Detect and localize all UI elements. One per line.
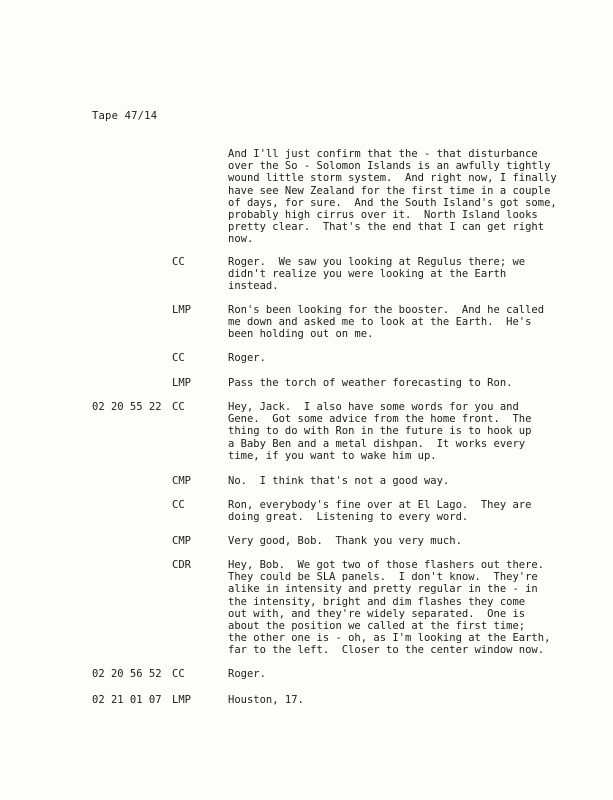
entry-text-line: pretty clear. That's the end that I can get right — [228, 221, 545, 234]
entry-text-line: Pass the torch of weather forecasting to Ron. — [228, 377, 513, 389]
entry-text — [228, 352, 568, 364]
entry-text-line: Houston, 17. — [228, 694, 304, 706]
entry-text-line: the other one is - oh, as I'm looking at the Earth, — [228, 632, 551, 645]
entry-text-line: wound little storm system. And right now, I finally — [228, 172, 557, 185]
entry-timestamp: 02 21 01 07 — [92, 694, 162, 706]
entry-text — [228, 559, 568, 657]
entry-speaker: LMP — [172, 694, 191, 706]
entry-text — [228, 475, 568, 487]
entry-speaker: CC — [172, 401, 185, 413]
entry-speaker: CC — [172, 499, 185, 511]
entry-text — [228, 148, 568, 246]
entry-speaker: CC — [172, 256, 185, 268]
entry-text-line: They could be SLA panels. I don't know. They're — [228, 571, 538, 584]
entry-text-line: Hey, Bob. We got two of those flashers out there. — [228, 559, 545, 571]
entry-text — [228, 304, 568, 341]
entry-text-line: about the position we called at the first time; — [228, 620, 526, 633]
entry-text-line: Ron's been looking for the booster. And he called — [228, 304, 545, 316]
entry-text-line: And I'll just confirm that the - that disturbance — [228, 148, 538, 160]
entry-text-line: time, if you want to wake him up. — [228, 449, 437, 462]
entry-text-line: Very good, Bob. Thank you very much. — [228, 535, 462, 547]
entry-text-line: have see New Zealand for the first time in a couple — [228, 184, 551, 197]
entry-text-line: Gene. Got some advice from the home front. The — [228, 413, 532, 426]
entry-text-line: out with, and they're widely separated. One is — [228, 607, 526, 620]
entry-text-line: Roger. — [228, 668, 266, 680]
entry-text-line: didn't realize you were looking at the Earth — [228, 268, 507, 281]
entry-text-line: been holding out on me. — [228, 328, 374, 341]
entry-speaker: CMP — [172, 535, 191, 547]
entry-text — [228, 535, 568, 547]
entry-text-line: instead. — [228, 280, 279, 293]
entry-text — [228, 668, 568, 680]
entry-timestamp: 02 20 55 22 — [92, 401, 162, 413]
entry-text-line: Hey, Jack. I also have some words for you and — [228, 401, 519, 413]
entry-text-line: Roger. We saw you looking at Regulus there; we — [228, 256, 526, 268]
entry-speaker: CMP — [172, 475, 191, 487]
entry-text — [228, 377, 568, 389]
entry-text-line: doing great. Listening to every word. — [228, 511, 469, 524]
entry-speaker: LMP — [172, 377, 191, 389]
entry-timestamp: 02 20 56 52 — [92, 668, 162, 680]
tape-header: Tape 47/14 — [92, 110, 158, 122]
entry-text — [228, 401, 568, 462]
entry-text — [228, 694, 568, 706]
entry-speaker: CC — [172, 352, 185, 364]
entry-speaker: LMP — [172, 304, 191, 316]
entry-speaker: CC — [172, 668, 185, 680]
entry-text-line: now. — [228, 233, 254, 246]
entry-text-line: alike in intensity and pretty regular in the - in — [228, 583, 538, 596]
entry-speaker: CDR — [172, 559, 191, 571]
entry-text-line: a Baby Ben and a metal dishpan. It works every — [228, 437, 526, 450]
entry-text-line: probably high cirrus over it. North Island looks — [228, 209, 538, 222]
entry-text-line: far to the left. Closer to the center window now. — [228, 644, 545, 657]
entry-text-line: Roger. — [228, 352, 266, 364]
entry-text-line: Ron, everybody's fine over at El Lago. They are — [228, 499, 532, 511]
entry-text-line: over the So - Solomon Islands is an awfully tightly — [228, 160, 551, 173]
entry-text — [228, 499, 568, 523]
entry-text-line: me down and asked me to look at the Earth. He's — [228, 316, 532, 329]
entry-text-line: of days, for sure. And the South Island's got some, — [228, 196, 557, 209]
entry-text-line: thing to do with Ron in the future is to hook up — [228, 425, 532, 438]
entry-text-line: the intensity, bright and dim flashes they come — [228, 595, 526, 608]
entry-text — [228, 256, 568, 293]
entry-text-line: No. I think that's not a good way. — [228, 475, 450, 487]
